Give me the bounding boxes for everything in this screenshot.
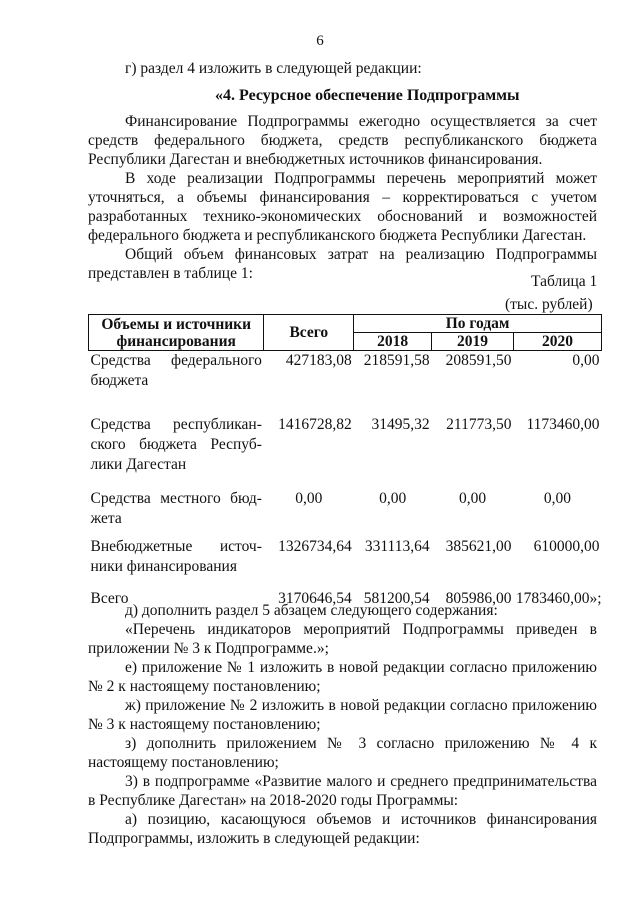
financing-table xyxy=(88,314,602,613)
row-2020: 0,00 xyxy=(572,352,600,369)
row-2019: 0,00 xyxy=(458,489,487,507)
after-line-8: з) дополнить приложением № 3 согласно приложению № 4 к xyxy=(125,735,597,752)
para3-line-1: Общий объем финансовых затрат на реализацию Подпрограммы xyxy=(125,246,597,263)
para1-line-3: Республики Дагестан и внебюджетных источников финансирования. xyxy=(88,151,543,168)
table-caption: Таблица 1 xyxy=(531,273,598,290)
header-total: Всего xyxy=(264,315,354,351)
row-2019: 805986,00 xyxy=(445,589,512,607)
page-number: 6 xyxy=(316,33,324,49)
intro-line: г) раздел 4 изложить в следующей редакции: xyxy=(125,60,422,77)
row-total: 3170646,54 xyxy=(278,589,352,607)
row-2020: 610000,00 xyxy=(533,537,600,555)
row-name: Средства федерального бюджета xyxy=(90,352,262,389)
row-name: Всего xyxy=(90,589,129,607)
section-heading: «4. Ресурсное обеспечение Подпрограммы xyxy=(215,87,520,104)
row-2018: 31495,32 xyxy=(371,415,430,433)
para2-line-1: В ходе реализации Подпрограммы перечень мероприятий может xyxy=(125,170,597,187)
row-2019: 208591,50 xyxy=(445,352,512,369)
after-line-10: 3) в подпрограмме «Развитие малого и среднего предпринимательства xyxy=(125,773,597,790)
row-total: 427183,08 xyxy=(285,352,352,369)
row-2020: 1173460,00 xyxy=(526,415,600,433)
para1-line-2: средств федерального бюджета, средств республиканского бюджета xyxy=(88,132,597,149)
para2-line-2: уточняться, а объемы финансирования – корректироваться с учетом xyxy=(88,189,597,206)
row-2019: 385621,00 xyxy=(445,537,512,555)
table-row xyxy=(89,351,602,415)
after-line-7: № 3 к настоящему постановлению; xyxy=(88,716,321,733)
para2-line-4: федерального бюджета и республиканского бюджета Республики Дагестан. xyxy=(88,227,587,244)
table-row xyxy=(89,415,602,489)
header-sources: Объемы и источники финансирования xyxy=(89,315,264,351)
after-line-13: Подпрограммы, изложить в следующей редакции: xyxy=(88,830,420,847)
header-year-2019: 2019 xyxy=(432,333,514,351)
row-name: Внебюджетные источ-ники финансирования xyxy=(90,537,262,575)
row-2018: 331113,64 xyxy=(364,537,430,555)
row-name: Средства местного бюд-жета xyxy=(90,489,262,527)
after-line-1: д) дополнить раздел 5 абзацем следующего содержания: xyxy=(125,602,498,619)
table-row xyxy=(89,489,602,537)
after-line-5: № 2 к настоящему постановлению; xyxy=(88,678,321,695)
header-year-2018: 2018 xyxy=(354,333,432,351)
table-units: (тыс. рублей) xyxy=(505,296,593,313)
row-total: 1416728,82 xyxy=(278,415,352,433)
header-year-2020: 2020 xyxy=(513,333,601,351)
after-line-11: в Республике Дагестан» на 2018-2020 годы Программы: xyxy=(88,792,459,809)
row-2018: 0,00 xyxy=(379,489,407,507)
row-total: 1326734,64 xyxy=(278,537,352,555)
row-2018: 218591,58 xyxy=(363,352,430,369)
para1-line-1: Финансирование Подпрограммы ежегодно осуществляется за счет xyxy=(125,113,597,130)
row-2020: 0,00 xyxy=(543,489,572,507)
header-by-years: По годам xyxy=(354,315,602,333)
row-2020: 1783460,00»; xyxy=(515,589,602,607)
after-line-9: настоящему постановлению; xyxy=(88,754,279,771)
after-line-2: «Перечень индикаторов мероприятий Подпрограммы приведен в xyxy=(125,621,597,638)
row-2018: 581200,54 xyxy=(363,589,430,607)
row-2019: 211773,50 xyxy=(446,415,512,433)
row-total: 0,00 xyxy=(295,489,323,507)
table-row xyxy=(89,537,602,589)
after-line-3: приложении № 3 к Подпрограмме.»; xyxy=(88,640,329,657)
after-line-6: ж) приложение № 2 изложить в новой редакции согласно приложению xyxy=(125,697,597,714)
para2-line-3: разработанных технико-экономических обоснований и возможностей xyxy=(88,208,597,225)
row-name: Средства республикан-ского бюджета Респуб-лики Дагестан xyxy=(90,415,262,473)
after-line-4: е) приложение № 1 изложить в новой редакции согласно приложению xyxy=(125,659,597,676)
para3-line-2: представлен в таблице 1: xyxy=(88,265,253,282)
after-line-12: а) позицию, касающуюся объемов и источников финансирования xyxy=(125,811,597,828)
